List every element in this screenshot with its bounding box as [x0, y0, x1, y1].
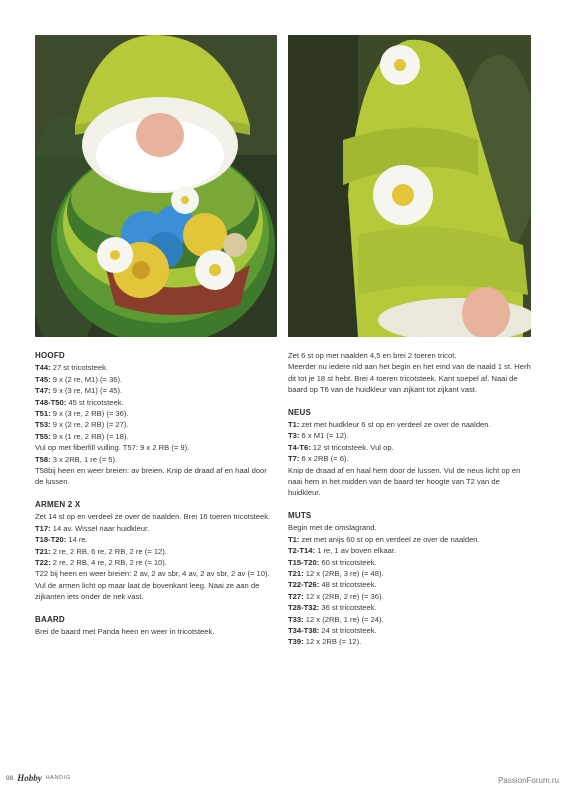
instruction-line — [35, 431, 275, 442]
instruction-line — [35, 557, 275, 568]
row-text: 60 st tricotsteek. — [319, 557, 377, 567]
photo-gnome-bouquet — [35, 35, 277, 337]
row-label: T22: — [35, 557, 51, 567]
row-text: 12 x (2RB, 3 re) (= 48). — [303, 568, 384, 578]
row-text: 48 st tricotsteek. — [319, 580, 377, 590]
row-label: T3: — [288, 431, 300, 441]
row-text: 9 x (2 re, M1) (= 36). — [50, 374, 123, 384]
magazine-logo: Hobby — [17, 773, 42, 783]
row-text: Begin met de omslagrand. — [288, 523, 377, 533]
row-label: T1: — [288, 534, 300, 544]
instruction-line — [288, 534, 533, 545]
row-label: T39: — [288, 637, 304, 647]
instruction-line — [35, 397, 275, 408]
instruction-line — [35, 523, 275, 534]
instruction-line — [288, 522, 533, 533]
row-label: T21: — [288, 568, 304, 578]
gnome-bouquet-illustration — [35, 35, 277, 337]
page-number: 98 — [6, 774, 14, 782]
row-label: T2-T14: — [288, 546, 316, 556]
row-label: T17: — [35, 523, 51, 533]
instruction-line — [35, 374, 275, 385]
row-text: 2 re, 2 RB, 4 re, 2 RB, 2 re (= 10). — [50, 557, 167, 567]
row-text: T22 bij heen en weer breien: 2 av, 2 av sbr, 4 av, 2 av sbr, 2 av (= 10). — [35, 569, 270, 579]
instruction-line — [288, 465, 533, 499]
row-text: Knip de draad af en haal hem door de lussen. Vul de neus licht op en naai hem in het midden van de baard ter hoogte van T2 van de huidkleur. — [288, 465, 521, 498]
instruction-line — [288, 625, 533, 636]
row-text: Vul de armen licht op maar laat de bovenkant leeg. Naai ze aan de zijkanten iets onder de nek vast. — [35, 580, 260, 602]
section-gap — [288, 396, 533, 407]
row-text: 3 x 2RB, 1 re (= 5). — [50, 454, 118, 464]
row-text: T58bij heen en weer breien: av breien. Knip de draad af en haal door de lussen. — [35, 466, 267, 487]
section-gap — [35, 488, 275, 499]
photo-gnome-hat — [288, 35, 531, 337]
row-text: 24 st tricotsteek. — [319, 625, 377, 635]
row-text: 36 st tricotsteek. — [319, 603, 377, 613]
row-label: T18-T20: — [35, 535, 67, 545]
row-text: 14 av. Wissel naar huidkleur. — [50, 523, 150, 533]
instruction-line — [288, 557, 533, 568]
instruction-line — [35, 568, 275, 579]
instruction-line — [288, 350, 533, 361]
row-text: Zet 14 st op en verdeel ze over de naalden. Brei 16 toeren tricotsteek. — [35, 512, 271, 522]
section-title: BAARD — [35, 614, 65, 624]
instructions-left-column — [35, 350, 275, 637]
row-label: T21: — [35, 546, 51, 556]
row-text: 12 x (2RB, 1 re) (= 24). — [303, 614, 384, 624]
row-text: 9 x (3 re, 2 RB) (= 36). — [50, 409, 129, 419]
row-label: T45: — [35, 374, 51, 384]
row-text: 12 x 2RB (= 12). — [303, 637, 362, 647]
row-text: 1 re, 1 av boven elkaar. — [315, 546, 397, 556]
row-label: T33: — [288, 614, 304, 624]
instruction-line — [288, 568, 533, 579]
row-text: 12 x (2RB, 2 re) (= 36). — [303, 591, 384, 601]
row-text: Vul op met fiberfill vulling. T57: 9 x 2 RB (= 9). — [35, 443, 190, 453]
row-text: Brei de baard met Panda heen en weer in tricotsteek. — [35, 626, 215, 636]
row-label: T27: — [288, 591, 304, 601]
instruction-line — [288, 636, 533, 647]
row-label: T22-T26: — [288, 580, 320, 590]
instruction-line — [35, 546, 275, 557]
gnome-hat-illustration — [288, 35, 531, 337]
page-footer — [6, 773, 71, 783]
instruction-line — [35, 465, 275, 488]
row-label: T47: — [35, 386, 51, 396]
instruction-line — [35, 408, 275, 419]
row-text: Meerder nu iedere nld aan het begin en het eind van de naald 1 st. Herh dit tot je 18 st hebt. Brei 4 toeren tricotsteek. Kant soepel af. Naai de baard op T6 van de huidkleur van zijkant tot zijkant vast. — [288, 362, 531, 395]
magazine-logo-sub: HANDIG — [45, 775, 71, 781]
instruction-line — [35, 626, 275, 637]
row-label: T53: — [35, 420, 51, 430]
instruction-line — [288, 591, 533, 602]
row-text: 9 x (1 re, 2 RB) (= 18). — [50, 431, 129, 441]
row-text: 45 st tricotsteek. — [66, 397, 124, 407]
row-text: 6 x 2RB (= 6). — [299, 454, 349, 464]
section-title: NEUS — [288, 407, 312, 417]
section-title: HOOFD — [35, 351, 65, 360]
instruction-line — [288, 545, 533, 556]
row-label: T34-T38: — [288, 625, 320, 635]
row-label: T55: — [35, 431, 51, 441]
row-label: T7: — [288, 454, 300, 464]
row-label: T44: — [35, 363, 51, 373]
section-title: ARMEN 2 X — [35, 499, 81, 509]
row-text: zet met huidkleur 6 st op en verdeel ze over de naalden. — [299, 420, 491, 430]
instruction-line — [288, 614, 533, 625]
section-gap — [288, 499, 533, 510]
row-label: T48-T50: — [35, 397, 67, 407]
instruction-line — [288, 361, 533, 395]
instruction-line — [288, 419, 533, 430]
row-label: T51: — [35, 409, 51, 419]
row-label: T15-T20: — [288, 557, 320, 567]
row-text: 9 x (2 re, 2 RB) (= 27). — [50, 420, 129, 430]
row-text: zet met anijs 60 st op en verdeel ze over de naalden. — [299, 534, 480, 544]
instruction-line — [35, 454, 275, 465]
watermark: PassionForum.ru — [498, 776, 559, 785]
row-text: 2 re, 2 RB, 6 re, 2 RB, 2 re (= 12). — [50, 546, 167, 556]
row-text: Zet 6 st op met naalden 4,5 en brei 2 toeren tricot. — [288, 351, 457, 360]
instruction-line — [35, 385, 275, 396]
instruction-line — [35, 442, 275, 453]
row-label: T58: — [35, 454, 51, 464]
row-text: 14 re. — [66, 535, 88, 545]
row-text: 27 st tricotsteek. — [50, 363, 109, 373]
section-gap — [35, 603, 275, 614]
instruction-line — [35, 362, 275, 373]
instruction-line — [288, 430, 533, 441]
row-label: T28-T32: — [288, 603, 320, 613]
row-text: 6 x M1 (= 12). — [299, 431, 349, 441]
instruction-line — [288, 602, 533, 613]
instruction-line — [288, 442, 533, 453]
row-label: T4-T6: — [288, 442, 311, 452]
instruction-line — [288, 579, 533, 590]
instruction-line — [35, 511, 275, 522]
instruction-line — [35, 419, 275, 430]
row-label: T1: — [288, 420, 300, 430]
instruction-line — [35, 580, 275, 603]
row-text: 12 st tricotsteek. Vul op. — [310, 442, 394, 452]
instructions-right-column — [288, 350, 533, 648]
instruction-line — [35, 534, 275, 545]
section-title: MUTS — [288, 510, 312, 520]
row-text: 9 x (3 re, M1) (= 45). — [50, 386, 123, 396]
instruction-line — [288, 453, 533, 464]
